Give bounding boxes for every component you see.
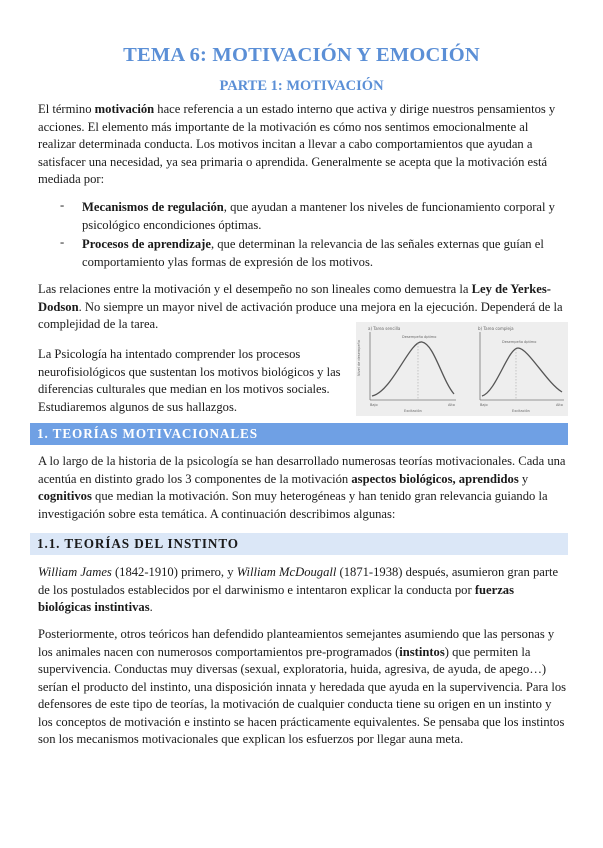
psychology-paragraph: La Psicología ha intentado comprender los procesos neurofisiológicos que sustentan los motivos biológicos y las diferencias culturales que median en los motivos sociales. Estudiaremos algunos de sus hallazgos.: [38, 347, 341, 414]
yerkes-text-2: . No siempre un mayor nivel de activación produce una mejora en la ejecución. Dependerá de la complejidad de la tarea.: [38, 299, 563, 331]
instinto-italic-mcdougall: William McDougall: [236, 565, 337, 579]
figure-right-high: Alto: [556, 403, 563, 407]
document-subtitle: PARTE 1: MOTIVACIÓN: [219, 78, 384, 94]
instinto-paragraph-2: [38, 626, 568, 749]
figure-left-xlabel: Excitación: [404, 409, 422, 413]
figure-left-title: a) Tarea sencilla: [368, 326, 401, 331]
instinto-text-2: (1871-1938) después, asumieron gran parte de los postulados establecidos por el darwinismo e intentaron explicar la conducta por: [38, 565, 559, 597]
bullet-list: [38, 199, 568, 273]
yerkes-dodson-graphs: [356, 322, 568, 416]
bullet-text: , que determinan la relevancia de las señales externas que guían el comportamiento ylas formas de expresión de los motivos.: [82, 237, 544, 269]
bullet-dash: -: [60, 235, 65, 249]
document-title: TEMA 6: MOTIVACIÓN Y EMOCIÓN: [123, 44, 480, 66]
yerkes-dodson-figure: [356, 322, 568, 416]
teorias-text-3: que median la motivación. Son muy heterogéneas y han tenido gran relevancia guiando la investigación sobre esta temática. A continuación describimos algunas:: [38, 489, 548, 521]
figure-left-low: Bajo: [370, 403, 378, 407]
yerkes-text-1: Las relaciones entre la motivación y el desempeño no son lineales como demuestra la: [38, 282, 472, 296]
instinto-text-3: .: [149, 600, 153, 614]
figure-left-curve-label: Desempeño óptimo: [402, 335, 437, 339]
intro-paragraph: [38, 101, 568, 189]
list-item: [38, 236, 568, 271]
instinto-bold-fuerzas: fuerzas biológicas instintivas: [38, 582, 514, 614]
intro-text-2: hace referencia a un estado interno que activa y dirige nuestros pensamientos y acciones. El elemento más importante de la motivación es cómo nos sentimos emocionalmente al realizar determinada conducta. Los motivos incitan a llevar a cabo comportamientos que ayudan a satisfacer una necesidad, ya sea primaria o aprendida. Generalmente se acepta que la motivación está mediada por:: [38, 102, 556, 186]
figure-right-xlabel: Excitación: [512, 409, 530, 413]
list-item: [38, 199, 568, 234]
instinto-italic-james: William James: [38, 565, 112, 579]
instinto2-text-1: Posteriormente, otros teóricos han defendido planteamientos semejantes asumiendo que las personas y los animales nacen con numerosos comportamientos pre-programados (: [38, 627, 555, 659]
teorias-bold-1: aspectos biológicos, aprendidos: [351, 471, 519, 486]
yerkes-bold-law: Ley de Yerkes-Dodson: [38, 282, 551, 314]
figure-background: [356, 322, 568, 416]
bullet-bold: Mecanismos de regulación: [82, 200, 224, 214]
instinto2-text-2: ) que permiten la supervivencia. Conductas muy diversas (sexual, exploratoria, huida, agresiva, de ayuda, de apego…) serían el producto del instinto, una disposición innata y heredada que ayuda en la supervivencia. Para los defensores de este tipo de teorías, la motivación de cualquier conducta tiene su origen en un instinto y los conceptos de motivación e instinto se hacen prácticamente equivalentes. Se pensaba que los instintos son los mecanismos motivacionales que explican los esfuerzos por llegar auna meta.: [38, 644, 567, 746]
bullet-bold: Procesos de aprendizaje: [82, 237, 211, 251]
instinto-text-1: (1842-1910) primero, y: [111, 565, 237, 579]
figure-left-ylabel: Nivel de desempeño: [357, 340, 361, 376]
section-heading-teorias: 1. TEORÍAS MOTIVACIONALES: [30, 423, 568, 445]
figure-right-low: Bajo: [480, 403, 488, 407]
intro-text-1: El término: [38, 102, 95, 116]
figure-left-high: Alto: [448, 403, 455, 407]
figure-right-title: b) Tarea compleja: [478, 326, 514, 331]
bullet-text: , que ayudan a mantener los niveles de funcionamiento corporal y psicológico encondiciones óptimas.: [82, 200, 555, 232]
figure-right-curve-label: Desempeño óptimo: [502, 340, 537, 344]
instinto2-bold-instintos: instintos: [399, 644, 445, 659]
intro-bold-motivacion: motivación: [94, 102, 155, 116]
section-heading-instinto: 1.1. TEORÍAS DEL INSTINTO: [30, 533, 568, 555]
teorias-bold-2: cognitivos: [38, 489, 92, 503]
teorias-paragraph: [38, 453, 568, 523]
bullet-dash: -: [60, 198, 65, 212]
teorias-text-2: y: [518, 471, 529, 486]
instinto-paragraph-1: [38, 564, 568, 617]
teorias-text-1: A lo largo de la historia de la psicología se han desarrollado numerosas teorías motivacionales. Cada una acentúa en distinto grado los 3 componentes de la motivación: [38, 454, 566, 486]
